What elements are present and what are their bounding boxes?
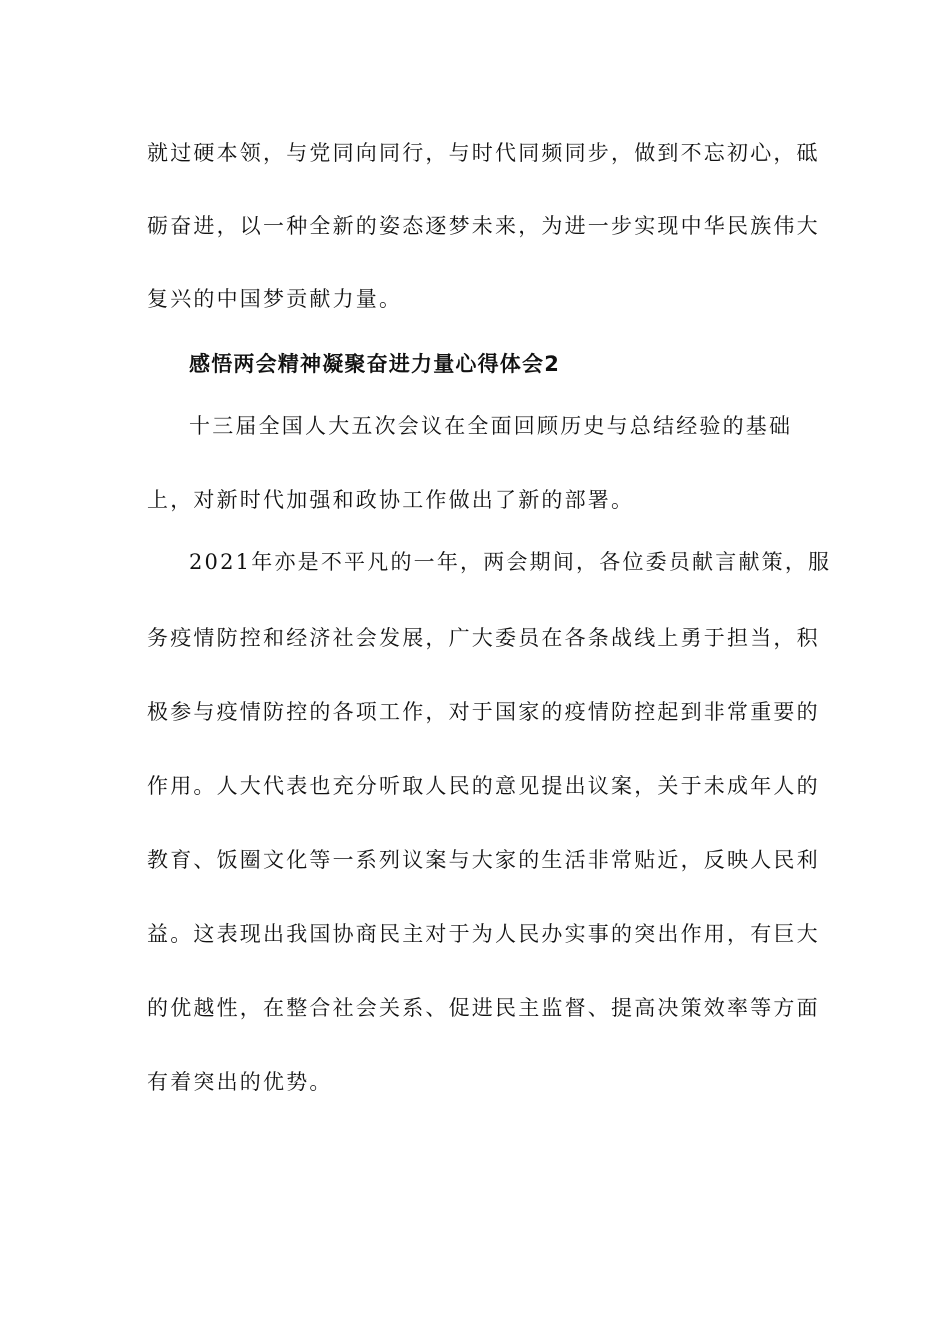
paragraph-line: 作用。人大代表也充分听取人民的意见提出议案，关于未成年人的 (147, 774, 820, 798)
paragraph-line: 务疫情防控和经济社会发展，广大委员在各条战线上勇于担当，积 (147, 626, 820, 650)
paragraph-line: 就过硬本领，与党同向同行，与时代同频同步，做到不忘初心，砥 (147, 141, 820, 165)
paragraph-line: 有着突出的优势。 (147, 1070, 333, 1094)
paragraph-line: 极参与疫情防控的各项工作，对于国家的疫情防控起到非常重要的 (147, 700, 820, 724)
paragraph-line: 益。这表现出我国协商民主对于为人民办实事的突出作用，有巨大 (147, 922, 820, 946)
paragraph-line: 砺奋进，以一种全新的姿态逐梦未来，为进一步实现中华民族伟大 (147, 214, 820, 238)
paragraph-line: 的优越性，在整合社会关系、促进民主监督、提高决策效率等方面 (147, 996, 820, 1020)
paragraph-line: 复兴的中国梦贡献力量。 (147, 287, 403, 311)
section-heading: 感悟两会精神凝聚奋进力量心得体会2 (189, 352, 561, 376)
paragraph-line: 教育、饭圈文化等一系列议案与大家的生活非常贴近，反映人民利 (147, 848, 820, 872)
paragraph-line: 上，对新时代加强和政协工作做出了新的部署。 (147, 488, 635, 512)
paragraph-line: 十三届全国人大五次会议在全面回顾历史与总结经验的基础 (189, 414, 793, 438)
paragraph-line: 2021年亦是不平凡的一年，两会期间，各位委员献言献策，服 (189, 550, 832, 574)
